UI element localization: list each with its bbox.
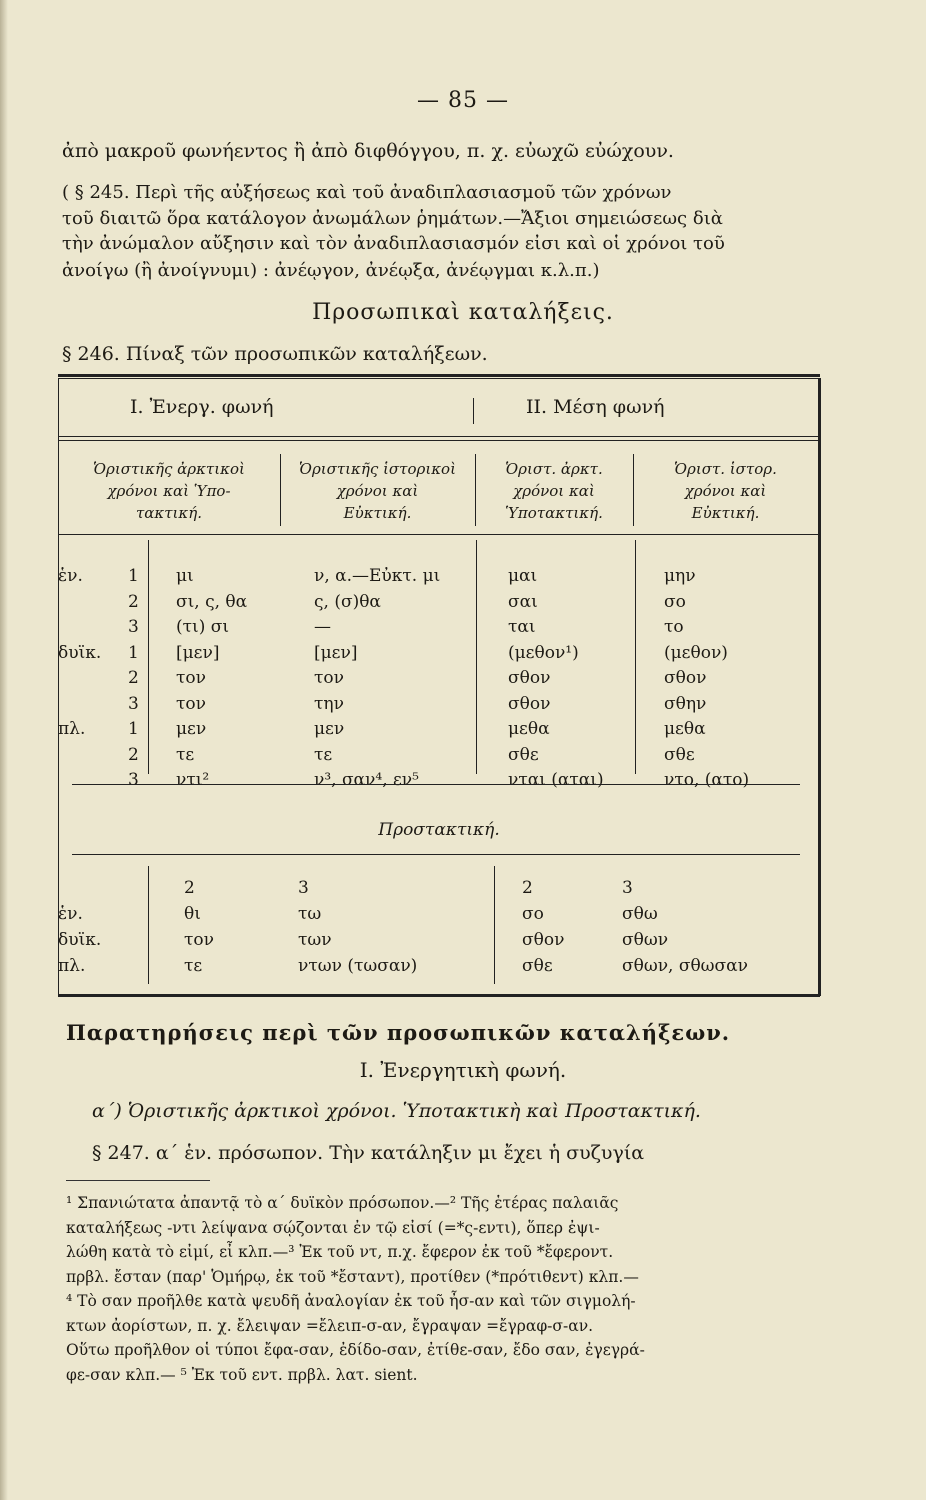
imperative-cell-a: τον [184,930,214,950]
table-cell-b: ς, (σ)θα [314,591,381,612]
col4-line3: Εὐκτική. [691,504,760,522]
voice-header-rule [58,436,818,437]
table-top-rule [58,374,820,377]
table-cell-num: δυϊκ. [58,642,102,663]
col-header-3 [475,458,633,524]
table-cell-a: τον [176,693,206,714]
table-cell-d: σθον [664,668,707,688]
table-cell-c: σθον [508,693,551,714]
col4-line1: Ὁριστ. ἱστορ. [674,460,777,478]
table-cell-a: ντι² [176,770,210,790]
imp-sep-num [148,866,149,984]
table-cell-b: ν³, σαν⁴, εν⁵ [314,770,419,790]
imp-head-middle-3: 3 [622,878,633,898]
heading-active-voice: I. Ἐνεργητικὴ φωνή. [359,1058,567,1082]
imperative-cell-num: ἑν. [58,904,83,924]
voice-header-rule-2 [58,440,818,441]
imperative-cell-d: σθω [622,904,658,924]
table-cell-b: την [314,693,344,714]
table-cell-d: σθην [664,693,707,714]
footnote-line: πρβλ. ἔσταν (παρ' Ὁμήρῳ, ἐκ τοῦ *ἔσταντ), προτίθεν (*πρότιθεντ) κλπ.— [66,1267,639,1286]
table-cell-a: τε [176,744,195,765]
footnote-line: Οὕτω προῆλθον οἱ τύποι ἔφα-σαν, ἐδίδο-σαν, ἐτίθε-σαν, ἔδο σαν, ἐγεγρά- [66,1341,645,1359]
footnote-line: κτων ἀορίστων, π. χ. ἔλειψαν =ἔλειπ-σ-αν, ἔγραψαν =ἔγραφ-σ-αν. [66,1316,594,1335]
table-cell-a: τον [176,668,206,688]
voice-active-header: I. Ἐνεργ. φωνή [130,396,274,418]
imp-head-active-2: 2 [184,878,195,898]
imperative-title: Προστακτική. [378,820,500,840]
imperative-cell-b: ντων (τωσαν) [298,956,418,976]
col1-line2: χρόνοι καὶ Ὑπο- [107,482,231,500]
voice-middle-header: II. Μέση φωνή [526,396,665,418]
table-cell-p: 3 [128,617,139,637]
table-cell-p: 3 [128,770,139,790]
heading-observations: Παρατηρήσεις περὶ τῶν προσωπικῶν καταλήξεων. [66,1020,731,1045]
footnote-line: ¹ Σπανιώτατα ἀπαντᾷ τὸ α΄ δυϊκὸν πρόσωπον.—² Τῆς ἑτέρας παλαιᾶς [66,1194,619,1212]
table-cell-c: νται (αται) [508,770,604,790]
table-cell-d: μην [664,566,696,586]
text-line-4: τὴν ἀνώμαλον αὔξησιν καὶ τὸν ἀναδιπλασιασμόν εἰσι καὶ οἱ χρόνοι τοῦ [62,233,725,254]
table-cell-c: (μεθον¹) [508,642,579,663]
table-cell-d: το [664,617,684,637]
body-sep-num [148,540,149,774]
imperative-cell-d: σθων [622,930,669,950]
imperative-cell-d: σθων, σθωσαν [622,956,748,976]
table-cell-b: — [314,617,331,637]
table-cell-p: 2 [128,591,139,612]
table-cell-num: πλ. [58,719,86,739]
table-cell-a: σι, ς, θα [176,591,248,612]
col-header-rule [58,534,818,535]
table-cell-b: τον [314,668,344,688]
text-line-5: ἀνοίγω (ἢ ἀνοίγνυμι) : ἀνέῳγον, ἀνέῳξα, ἀνέῳγμαι κ.λ.π.) [62,260,600,281]
table-cell-p: 1 [128,719,139,739]
footnote-line: καταλήξεως -ντι λείψανα σῴζονται ἐν τῷ εἰσί (=*ς-εντι), ὅπερ ἐψι- [66,1218,600,1237]
table-cell-b: [μεν] [314,642,358,663]
body-bottom-rule [72,784,800,785]
col-header-4 [633,458,818,524]
table-cell-a: [μεν] [176,642,220,663]
table-cell-d: ντο, (ατο) [664,770,750,790]
col-header-1 [58,458,280,524]
imperative-rule [72,854,800,855]
table-top-rule-inner [58,378,820,379]
table-cell-c: σθε [508,744,539,765]
table-cell-a: μεν [176,719,207,739]
col3-line1: Ὁριστ. ἀρκτ. [505,460,603,478]
col-header-2 [280,458,475,524]
col2-line2: χρόνοι καὶ [336,482,419,500]
imperative-cell-b: τω [298,904,322,924]
paragraph-246: § 246. Πίναξ τῶν προσωπικῶν καταλήξεων. [62,343,488,365]
table-cell-p: 3 [128,693,139,714]
imp-head-active-3: 3 [298,878,309,898]
table-cell-c: μαι [508,566,538,586]
imp-sep-voice [494,866,495,984]
imperative-cell-a: θι [184,904,201,924]
endings-table [58,374,820,1000]
table-cell-p: 2 [128,668,139,688]
text-line-2: ( § 245. Περὶ τῆς αὐξήσεως καὶ τοῦ ἀναδιπλασιασμοῦ τῶν χρόνων [62,182,672,203]
imperative-cell-b: των [298,930,332,950]
paragraph-247: § 247. α΄ ἑν. πρόσωπον. Τὴν κατάληξιν μι ἔχει ἡ συζυγία [92,1142,645,1164]
text-line-3: τοῦ διαιτῶ ὅρα κατάλογον ἀνωμάλων ῥημάτων.—Ἄξιοι σημειώσεως διὰ [62,208,723,229]
table-cell-b: μεν [314,719,345,739]
heading-personal-endings: Προσωπικαὶ καταλήξεις. [312,300,614,325]
table-cell-c: ται [508,617,536,637]
table-cell-p: 1 [128,642,139,663]
table-cell-d: μεθα [664,719,706,739]
voice-separator [473,398,474,424]
table-cell-c: σθον [508,668,551,688]
footnote-rule [66,1180,210,1181]
imperative-cell-c: σθε [522,956,553,976]
table-bottom-rule [58,994,820,997]
col2-line1: Ὁριστικῆς ἱστορικοὶ [299,460,456,478]
table-cell-num: ἑν. [58,566,83,586]
table-cell-a: μι [176,566,194,586]
page-fold-shadow [0,0,8,1500]
table-cell-b: τε [314,744,333,765]
text-line-1: ἀπὸ μακροῦ φωνήεντος ἢ ἀπὸ διφθόγγου, π. χ. εὐωχῶ εὐώχουν. [62,140,674,162]
table-cell-d: (μεθον) [664,642,728,663]
table-cell-p: 1 [128,566,139,586]
imp-head-middle-2: 2 [522,878,533,898]
table-cell-d: σθε [664,744,695,765]
table-cell-a: (τι) σι [176,617,230,637]
imperative-cell-a: τε [184,956,203,976]
imperative-cell-num: δυϊκ. [58,930,102,950]
table-cell-c: μεθα [508,719,550,739]
footnote-line: ⁴ Τὸ σαν προῆλθε κατὰ ψευδῆ ἀναλογίαν ἐκ τοῦ ἦσ-αν καὶ τῶν σιγμολή- [66,1292,636,1310]
paragraph-alpha: α΄) Ὁριστικῆς ἀρκτικοὶ χρόνοι. Ὑποτακτικὴ καὶ Προστακτική. [92,1100,701,1122]
col3-line2: χρόνοι καὶ [513,482,595,500]
body-sep-middle [635,540,636,774]
col1-line1: Ὁριστικῆς ἀρκτικοὶ [93,460,245,478]
table-cell-d: σο [664,591,686,612]
imperative-cell-num: πλ. [58,956,86,976]
col1-line3: τακτική. [135,504,203,522]
table-cell-p: 2 [128,744,139,765]
imperative-cell-c: σθον [522,930,565,950]
col4-line2: χρόνοι καὶ [684,482,767,500]
footnote-line: φε-σαν κλπ.— ⁵ Ἐκ τοῦ εντ. πρβλ. λατ. sient. [66,1365,418,1384]
table-right-rule [818,378,821,996]
col2-line3: Εὐκτική. [343,504,412,522]
imperative-cell-c: σο [522,904,544,924]
footnote-line: λώθη κατὰ τὸ εἰμί, εἶ κλπ.—³ Ἐκ τοῦ ντ, π.χ. ἔφερον ἐκ τοῦ *ἔφεροντ. [66,1243,614,1261]
body-sep-voice [476,540,477,774]
page-number: — 85 — [417,88,509,113]
table-cell-c: σαι [508,591,538,612]
table-cell-b: ν, α.—Εὐκτ. μι [314,566,441,586]
col3-line3: Ὑποτακτική. [505,504,603,522]
